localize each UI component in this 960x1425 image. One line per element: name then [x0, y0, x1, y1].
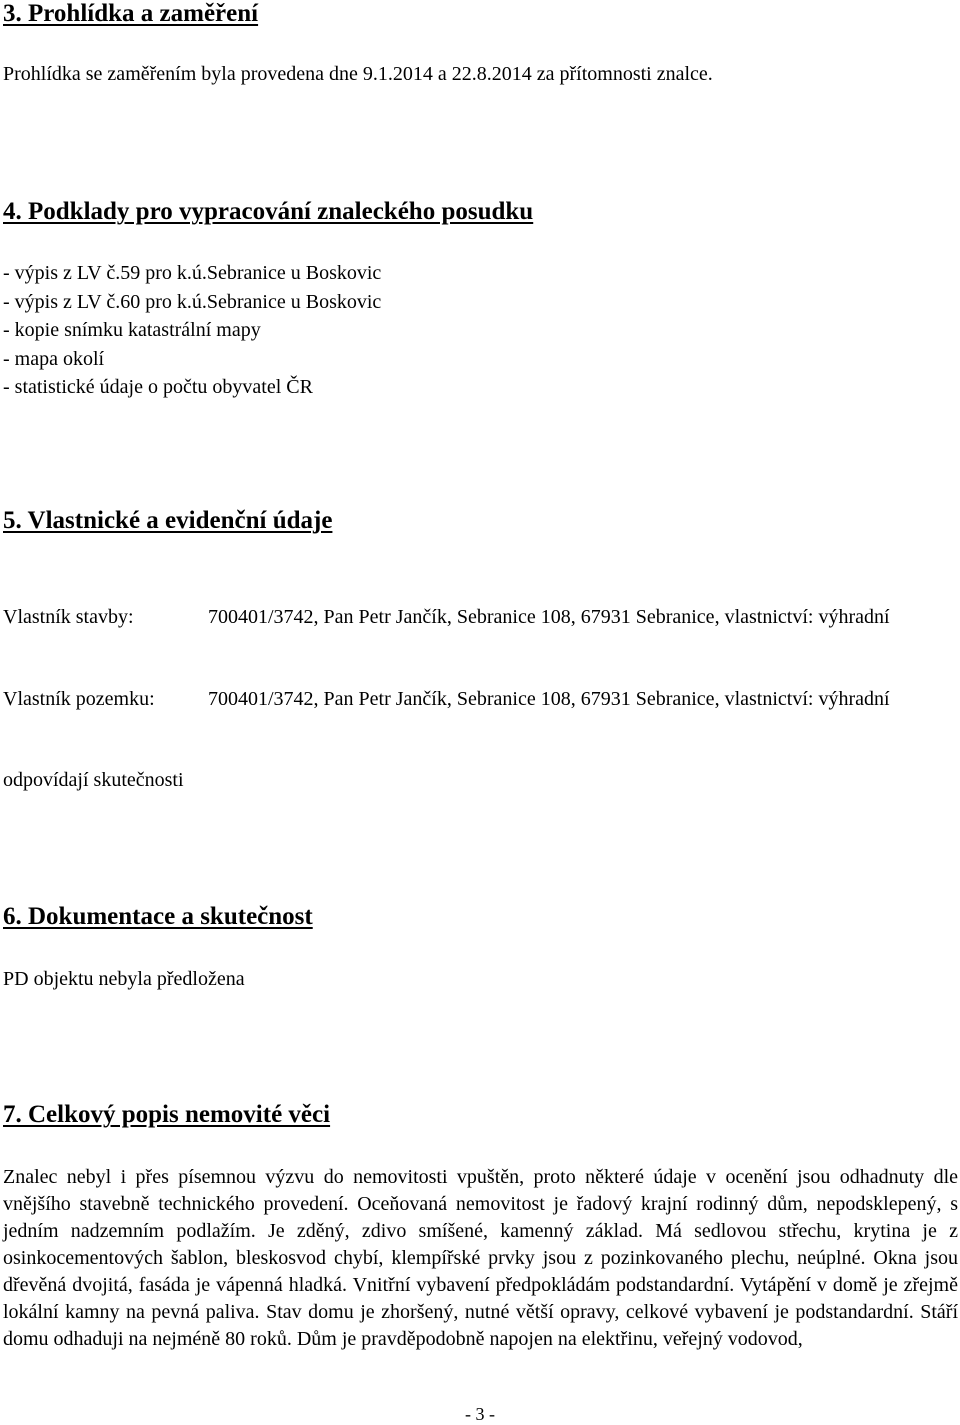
building-owner-label: Vlastník stavby:	[3, 606, 134, 628]
section-7-heading: 7. Celkový popis nemovité věci	[3, 1101, 331, 1128]
section-3-text: Prohlídka se zaměřením byla provedena dne 9.1.2014 a 22.8.2014 za přítomnosti znalce.	[3, 63, 713, 85]
section-6-heading: 6. Dokumentace a skutečnost	[3, 903, 313, 930]
land-owner-value: 700401/3742, Pan Petr Jančík, Sebranice 108, 67931 Sebranice, vlastnictví: výhradní	[208, 688, 890, 710]
property-description-paragraph: Znalec nebyl i přes písemnou výzvu do nemovitosti vpuštěn, proto některé údaje v ocenění jsou odhadnuty dle vnějšího stavebně technického provedení. Oceňovaná nemovitost je řadový krajní rodinný dům, nepodsklepený, s jedním nadzemním podlažím. Je zděný, zdivo smíšené, kamenný základ. Má sedlovou střechu, krytina je z osinkocementových šablon, bleskosvod chybí, klempířské prvky jsou z pozinkovaného plechu, neúplné. Okna jsou dřevěná dvojitá, fasáda je vápenná hladká. Vnitřní vybavení předpokládám podstandardní. Vytápění v domě je zřejmě lokální kamny na pevná paliva. Stav domu je zhoršený, nutné větší opravy, celkové vybavení je podstandardní. Stáří domu odhaduji na nejméně 80 roků. Dům je pravděpodobně napojen na elektřinu, veřejný vodovod,	[3, 1166, 958, 1350]
source-documents-list	[3, 259, 381, 402]
list-item: - mapa okolí	[3, 347, 105, 370]
building-owner-value: 700401/3742, Pan Petr Jančík, Sebranice 108, 67931 Sebranice, vlastnictví: výhradní	[208, 606, 890, 628]
land-owner-label: Vlastník pozemku:	[3, 688, 155, 710]
list-item: - výpis z LV č.59 pro k.ú.Sebranice u Boskovic	[3, 262, 382, 284]
list-item: - statistické údaje o počtu obyvatel ČR	[3, 376, 313, 398]
list-item: - výpis z LV č.60 pro k.ú.Sebranice u Boskovic	[3, 290, 382, 313]
ownership-note: odpovídají skutečnosti	[3, 769, 184, 791]
section-6-text: PD objektu nebyla předložena	[3, 968, 245, 990]
page-number: - 3 -	[465, 1404, 495, 1424]
section-5-heading: 5. Vlastnické a evidenční údaje	[3, 507, 333, 534]
section-4-heading: 4. Podklady pro vypracování znaleckého posudku	[3, 198, 534, 225]
section-3-heading: 3. Prohlídka a zaměření	[3, 0, 259, 27]
list-item: - kopie snímku katastrální mapy	[3, 319, 261, 341]
